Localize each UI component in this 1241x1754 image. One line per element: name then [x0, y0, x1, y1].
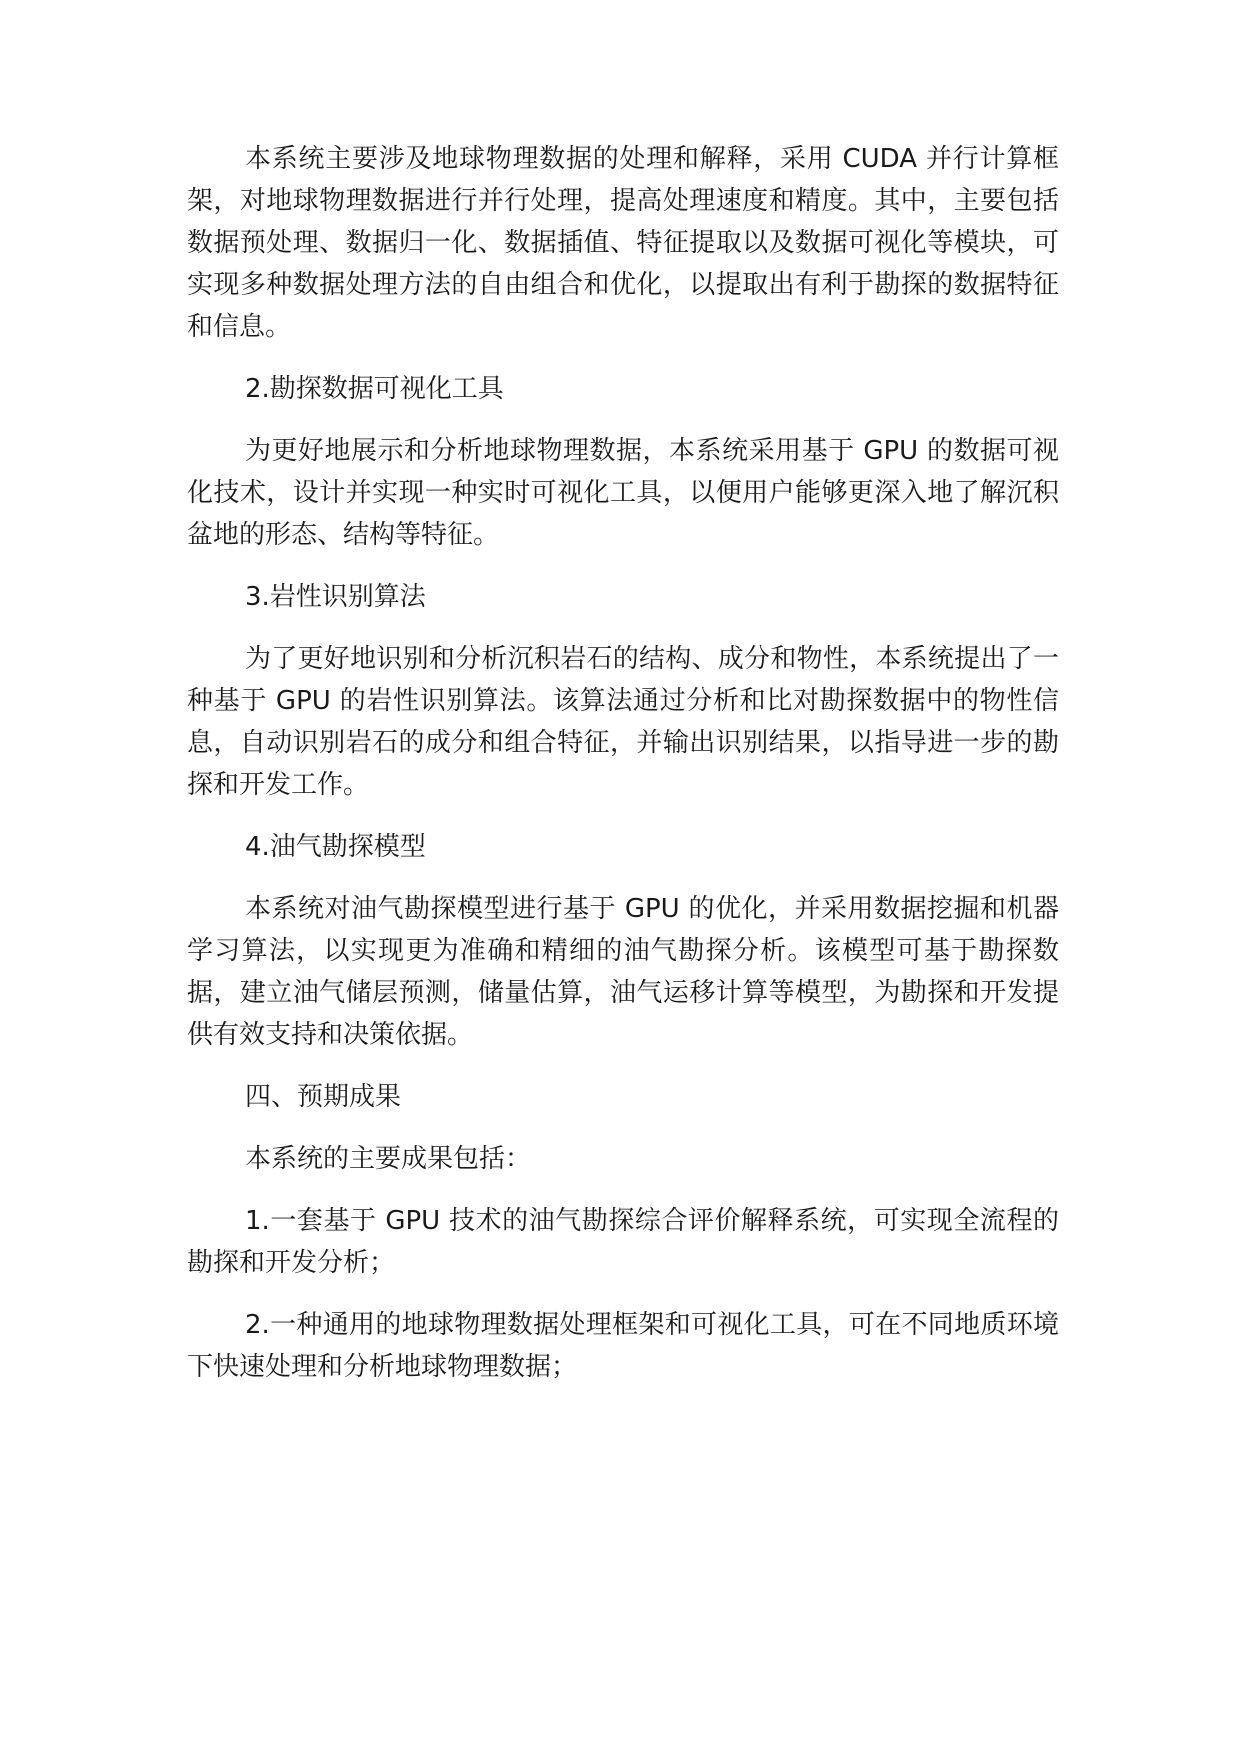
heading-visualization-tool: 2.勘探数据可视化工具 — [245, 374, 504, 404]
paragraph-exploration-model: 本系统对油气勘探模型进行基于 GPU 的优化，并采用数据挖掘和机器学习算法，以实现更为准确和精细的油气勘探分析。该模型可基于勘探数据，建立油气储层预测，储量估算，油气运移计算等模型，为勘探和开发提供有效支持和决策依据。 — [187, 894, 1059, 1050]
paragraph-data-processing: 本系统主要涉及地球物理数据的处理和解释，采用 CUDA 并行计算框架，对地球物理数据进行并行处理，提高处理速度和精度。其中，主要包括数据预处理、数据归一化、数据插值、特征提取以及数据可视化等模块，可实现多种数据处理方法的自由组合和优化，以提取出有利于勘探的数据特征和信息。 — [187, 144, 1059, 342]
heading-lithology-algorithm: 3.岩性识别算法 — [245, 582, 426, 612]
list-item-result-2: 2.一种通用的地球物理数据处理框架和可视化工具，可在不同地质环境下快速处理和分析地球物理数据； — [187, 1310, 1059, 1382]
paragraph-visualization-tool: 为更好地展示和分析地球物理数据，本系统采用基于 GPU 的数据可视化技术，设计并实现一种实时可视化工具，以便用户能够更深入地了解沉积盆地的形态、结构等特征。 — [187, 436, 1059, 550]
paragraph-lithology-algorithm: 为了更好地识别和分析沉积岩石的结构、成分和物性，本系统提出了一种基于 GPU 的岩性识别算法。该算法通过分析和比对勘探数据中的物性信息，自动识别岩石的成分和组合特征，并输出识别结果，以指导进一步的勘探和开发工作。 — [187, 644, 1059, 800]
list-item-result-1: 1.一套基于 GPU 技术的油气勘探综合评价解释系统，可实现全流程的勘探和开发分析； — [187, 1206, 1059, 1278]
paragraph-results-intro: 本系统的主要成果包括： — [245, 1144, 532, 1174]
heading-expected-results: 四、预期成果 — [245, 1082, 402, 1112]
document-body — [187, 138, 1059, 1408]
heading-exploration-model: 4.油气勘探模型 — [245, 832, 426, 862]
